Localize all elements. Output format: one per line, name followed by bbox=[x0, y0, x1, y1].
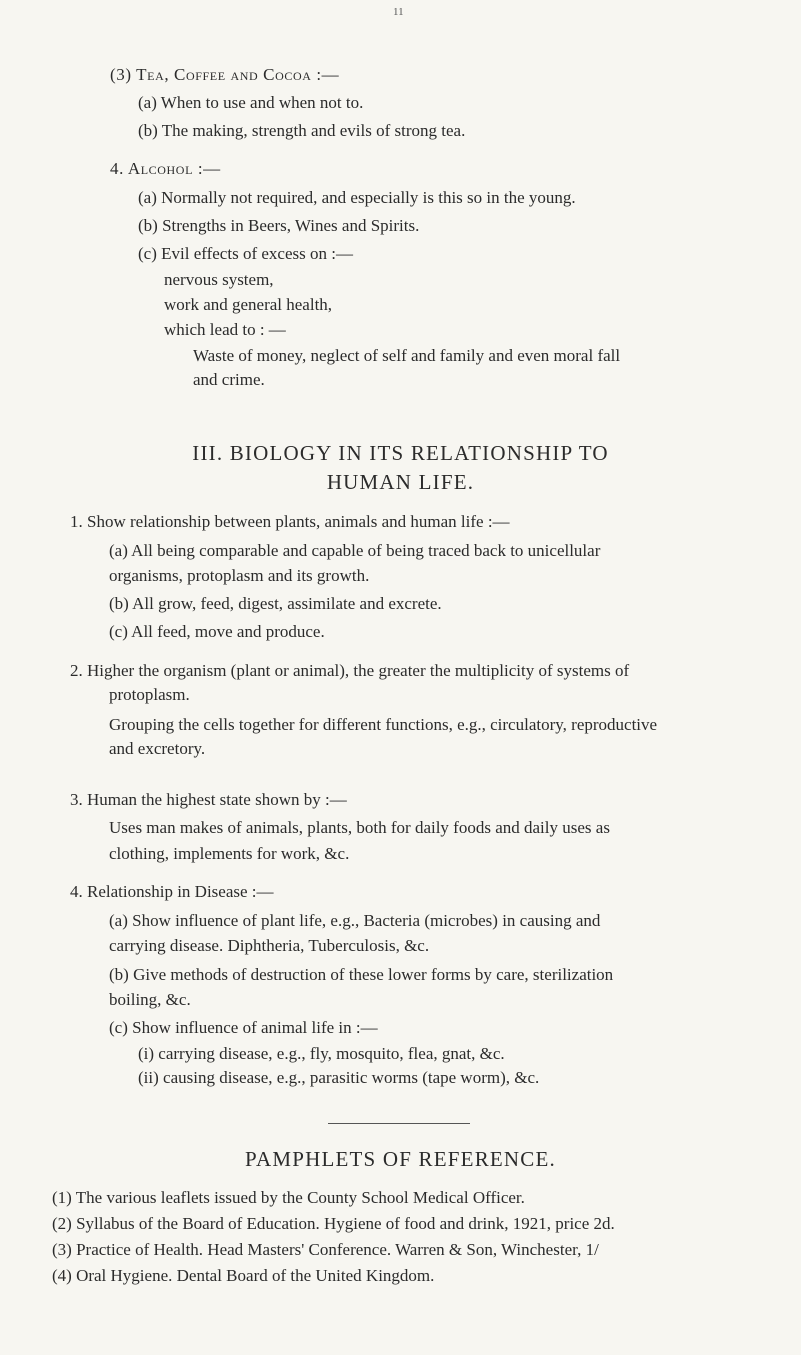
alcohol-consequence-line1: Waste of money, neglect of self and family and even moral fall bbox=[193, 346, 621, 365]
biology-point-4c-i: (i) carrying disease, e.g., fly, mosquito, flea, gnat, &c. bbox=[138, 1044, 505, 1063]
biology-point-4b-line2: boiling, &c. bbox=[109, 990, 191, 1009]
biology-point-4c: (c) Show influence of animal life in :— bbox=[109, 1018, 378, 1037]
alcohol-item-a: (a) Normally not required, and especially is this so in the young. bbox=[138, 188, 576, 207]
biology-point-3-line1: 3. Human the highest state shown by :— bbox=[70, 790, 347, 809]
alcohol-consequence-line2: and crime. bbox=[193, 370, 265, 389]
biology-point-1b: (b) All grow, feed, digest, assimilate and excrete. bbox=[109, 594, 442, 613]
pamphlet-item-1: (1) The various leaflets issued by the County School Medical Officer. bbox=[52, 1188, 525, 1207]
tea-item-a: (a) When to use and when not to. bbox=[138, 93, 364, 112]
biology-point-1: 1. Show relationship between plants, animals and human life :— bbox=[70, 512, 510, 531]
alcohol-item-b: (b) Strengths in Beers, Wines and Spirits. bbox=[138, 216, 420, 235]
biology-point-2-line2: protoplasm. bbox=[109, 685, 190, 704]
pamphlet-item-4: (4) Oral Hygiene. Dental Board of the United Kingdom. bbox=[52, 1266, 435, 1285]
biology-point-4a-line2: carrying disease. Diphtheria, Tuberculosis, &c. bbox=[109, 936, 430, 955]
biology-point-4a-line1: (a) Show influence of plant life, e.g., Bacteria (microbes) in causing and bbox=[109, 911, 601, 930]
biology-point-2-line1: 2. Higher the organism (plant or animal), the greater the multiplicity of systems of bbox=[70, 661, 630, 680]
alcohol-section-title: 4. Alcohol :— bbox=[110, 159, 221, 178]
pamphlets-heading: PAMPHLETS OF REFERENCE. bbox=[245, 1147, 556, 1171]
biology-point-3-line2: Uses man makes of animals, plants, both for daily foods and daily uses as bbox=[109, 818, 610, 837]
pamphlet-item-2: (2) Syllabus of the Board of Education. Hygiene of food and drink, 1921, price 2d. bbox=[52, 1214, 615, 1233]
alcohol-effect-2: work and general health, bbox=[164, 295, 333, 314]
biology-point-1c: (c) All feed, move and produce. bbox=[109, 622, 325, 641]
biology-point-1a-line2: organisms, protoplasm and its growth. bbox=[109, 566, 370, 585]
biology-point-1a-line1: (a) All being comparable and capable of being traced back to unicellular bbox=[109, 541, 601, 560]
alcohol-effect-3: which lead to : — bbox=[164, 320, 286, 339]
alcohol-item-c: (c) Evil effects of excess on :— bbox=[138, 244, 353, 263]
biology-point-2-line3: Grouping the cells together for different functions, e.g., circulatory, reproductive bbox=[109, 715, 658, 734]
biology-point-4c-ii: (ii) causing disease, e.g., parasitic worms (tape worm), &c. bbox=[138, 1068, 540, 1087]
tea-section-title: (3) Tea, Coffee and Cocoa :— bbox=[110, 65, 340, 84]
biology-point-2-line4: and excretory. bbox=[109, 739, 206, 758]
biology-point-3-line3: clothing, implements for work, &c. bbox=[109, 844, 350, 863]
biology-heading-line1: III. BIOLOGY IN ITS RELATIONSHIP TO bbox=[192, 441, 609, 465]
pamphlet-item-3: (3) Practice of Health. Head Masters' Conference. Warren & Son, Winchester, 1/ bbox=[52, 1240, 599, 1259]
biology-point-4-line1: 4. Relationship in Disease :— bbox=[70, 882, 274, 901]
biology-point-4b-line1: (b) Give methods of destruction of these lower forms by care, sterilization bbox=[109, 965, 614, 984]
tea-item-b: (b) The making, strength and evils of strong tea. bbox=[138, 121, 466, 140]
page-number: 11 bbox=[393, 6, 404, 18]
alcohol-effect-1: nervous system, bbox=[164, 270, 274, 289]
biology-heading-line2: HUMAN LIFE. bbox=[326, 470, 475, 494]
section-divider bbox=[328, 1123, 470, 1124]
